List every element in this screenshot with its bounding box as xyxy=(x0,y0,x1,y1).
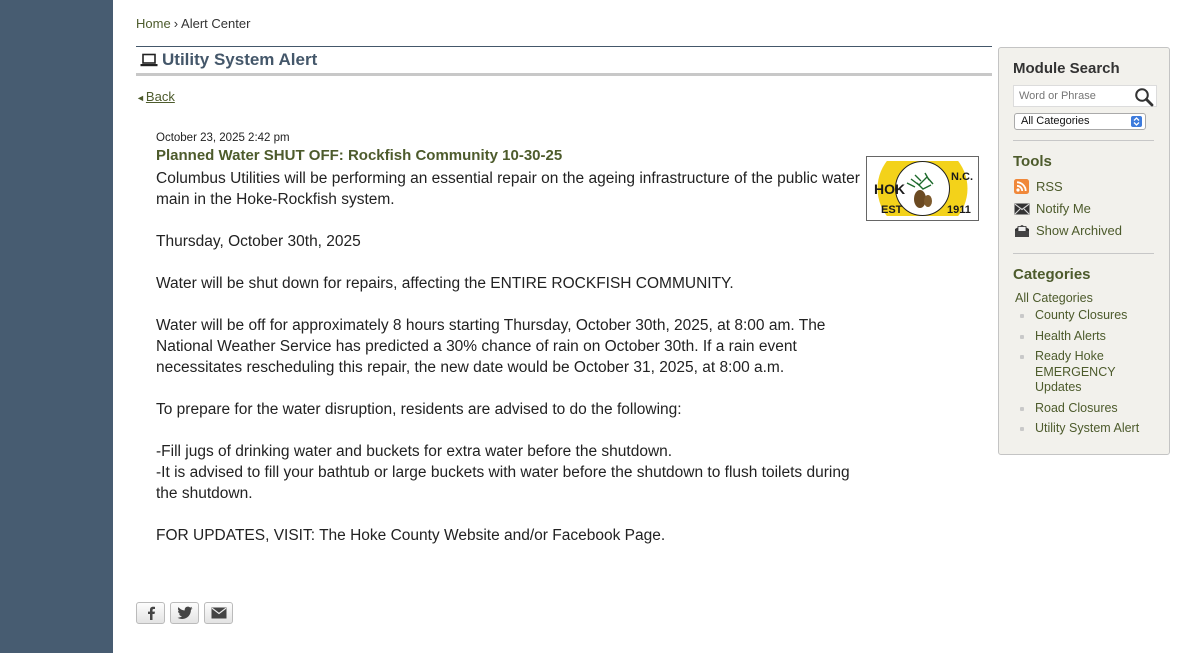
county-seal-image xyxy=(866,156,979,221)
breadcrumb xyxy=(136,16,250,31)
svg-text:EST: EST xyxy=(881,204,903,216)
alert-article xyxy=(156,132,866,546)
twitter-share-button[interactable] xyxy=(170,602,199,624)
sidebar-divider xyxy=(1013,253,1154,254)
tool-label: Notify Me xyxy=(1036,201,1091,216)
tools-heading: Tools xyxy=(1013,153,1052,170)
svg-text:1911: 1911 xyxy=(947,204,971,216)
breadcrumb-separator: › xyxy=(173,16,179,31)
sidebar-divider xyxy=(1013,140,1154,141)
alert-date: October 23, 2025 2:42 pm xyxy=(156,132,290,144)
twitter-icon xyxy=(177,606,193,620)
svg-text:HOK: HOK xyxy=(874,181,906,197)
page-title-bar xyxy=(136,46,992,76)
breadcrumb-current: Alert Center xyxy=(181,16,251,31)
module-search-heading: Module Search xyxy=(1013,60,1120,77)
tool-notify-me-link[interactable] xyxy=(1014,201,1091,216)
sidebar xyxy=(998,47,1170,455)
categories-heading: Categories xyxy=(1013,266,1091,283)
category-select[interactable] xyxy=(1014,113,1146,130)
back-link[interactable] xyxy=(136,89,175,104)
alert-paragraph: Water will be off for approximately 8 hours starting Thursday, October 30th, 2025, at 8:00 am. The National Weather Service has predicted a 30% chance of rain on October 30th. If a rain event necessitates rescheduling this repair, the new date would be October 31, 2025, at 8:00 a.m. xyxy=(156,317,826,376)
tool-rss-link[interactable] xyxy=(1014,179,1063,194)
breadcrumb-home-link[interactable]: Home xyxy=(136,16,171,31)
back-arrow-icon: ◄ xyxy=(136,93,145,103)
alert-body xyxy=(156,168,866,546)
county-seal-icon xyxy=(871,161,974,216)
facebook-share-button[interactable] xyxy=(136,602,165,624)
alert-paragraph: Columbus Utilities will be performing an essential repair on the ageing infrastructure of the public water main in the Hoke-Rockfish system. xyxy=(156,170,860,208)
page-title: Utility System Alert xyxy=(162,50,318,69)
email-share-button[interactable] xyxy=(204,602,233,624)
alert-paragraph: -Fill jugs of drinking water and buckets for extra water before the shutdown. -It is advised to fill your bathtub or large buckets with water before the shutdown to flush toilets during the shutdown. xyxy=(156,443,850,502)
category-all-link[interactable]: All Categories xyxy=(1015,291,1093,305)
category-item-health-alerts[interactable]: Health Alerts xyxy=(1015,329,1165,345)
tool-label: Show Archived xyxy=(1036,223,1122,238)
search-icon[interactable] xyxy=(1134,87,1154,107)
alert-title[interactable]: Planned Water SHUT OFF: Rockfish Community 10-30-25 xyxy=(156,147,563,164)
alert-paragraph: FOR UPDATES, VISIT: The Hoke County Website and/or Facebook Page. xyxy=(156,527,666,544)
share-buttons xyxy=(136,602,233,624)
alert-paragraph: Water will be shut down for repairs, affecting the ENTIRE ROCKFISH COMMUNITY. xyxy=(156,275,734,292)
alert-paragraph: To prepare for the water disruption, residents are advised to do the following: xyxy=(156,401,682,418)
tool-show-archived-link[interactable] xyxy=(1014,223,1122,238)
left-decorative-bar xyxy=(0,0,113,653)
search-box xyxy=(1013,85,1157,107)
back-link-label: Back xyxy=(145,89,175,104)
laptop-icon xyxy=(140,53,158,67)
category-item-road-closures[interactable]: Road Closures xyxy=(1015,401,1165,417)
alert-paragraph: Thursday, October 30th, 2025 xyxy=(156,233,361,250)
search-input[interactable] xyxy=(1014,86,1130,106)
email-icon xyxy=(211,607,227,619)
category-item-utility-system-alert[interactable]: Utility System Alert xyxy=(1015,421,1165,437)
tool-label: RSS xyxy=(1036,179,1063,194)
category-item-ready-hoke-emergency-updates[interactable]: Ready Hoke EMERGENCY Updates xyxy=(1015,349,1165,396)
category-list xyxy=(1015,308,1165,442)
facebook-icon xyxy=(145,606,157,620)
svg-text:N.C.: N.C. xyxy=(951,171,973,183)
select-arrows-icon xyxy=(1131,116,1142,127)
archive-box-icon xyxy=(1014,223,1031,238)
rss-icon xyxy=(1014,179,1031,194)
category-select-value: All Categories xyxy=(1021,115,1090,127)
envelope-icon xyxy=(1014,201,1031,216)
category-item-county-closures[interactable]: County Closures xyxy=(1015,308,1165,324)
